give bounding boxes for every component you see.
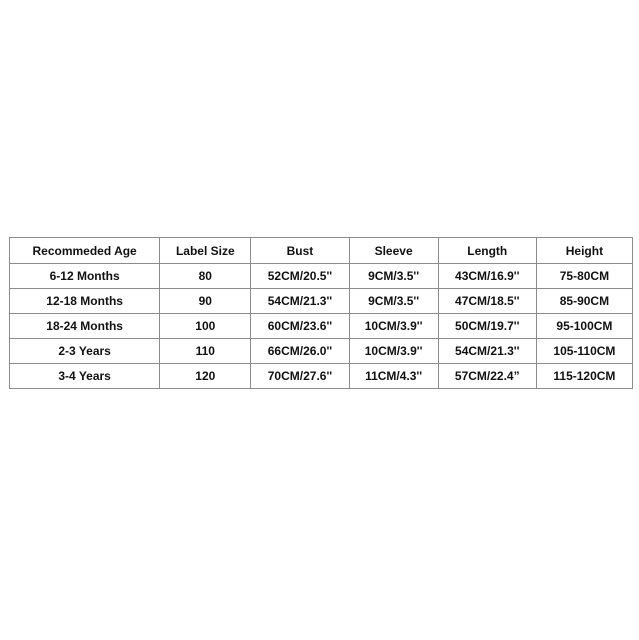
column-header-sleeve: Sleeve <box>349 238 438 264</box>
table-row <box>10 264 633 289</box>
cell-length: 57CM/22.4” <box>438 364 536 389</box>
cell-bust: 52CM/20.5'' <box>251 264 349 289</box>
cell-bust: 66CM/26.0'' <box>251 339 349 364</box>
cell-label-size: 110 <box>160 339 251 364</box>
cell-age: 2-3 Years <box>10 339 160 364</box>
column-header-height: Height <box>536 238 632 264</box>
cell-bust: 54CM/21.3'' <box>251 289 349 314</box>
cell-label-size: 80 <box>160 264 251 289</box>
cell-label-size: 90 <box>160 289 251 314</box>
table-row <box>10 339 633 364</box>
cell-sleeve: 10CM/3.9'' <box>349 314 438 339</box>
table-row <box>10 314 633 339</box>
cell-height: 75-80CM <box>536 264 632 289</box>
cell-bust: 60CM/23.6'' <box>251 314 349 339</box>
table-row <box>10 289 633 314</box>
cell-age: 18-24 Months <box>10 314 160 339</box>
cell-label-size: 100 <box>160 314 251 339</box>
cell-length: 50CM/19.7'' <box>438 314 536 339</box>
cell-length: 47CM/18.5'' <box>438 289 536 314</box>
cell-sleeve: 9CM/3.5'' <box>349 289 438 314</box>
cell-height: 95-100CM <box>536 314 632 339</box>
size-chart-table <box>9 237 633 389</box>
column-header-label-size: Label Size <box>160 238 251 264</box>
table-row <box>10 364 633 389</box>
column-header-length: Length <box>438 238 536 264</box>
cell-length: 43CM/16.9'' <box>438 264 536 289</box>
cell-age: 6-12 Months <box>10 264 160 289</box>
cell-bust: 70CM/27.6'' <box>251 364 349 389</box>
cell-length: 54CM/21.3'' <box>438 339 536 364</box>
table-header-row <box>10 238 633 264</box>
cell-age: 3-4 Years <box>10 364 160 389</box>
cell-sleeve: 10CM/3.9'' <box>349 339 438 364</box>
cell-sleeve: 9CM/3.5'' <box>349 264 438 289</box>
cell-height: 115-120CM <box>536 364 632 389</box>
cell-sleeve: 11CM/4.3'' <box>349 364 438 389</box>
cell-age: 12-18 Months <box>10 289 160 314</box>
column-header-bust: Bust <box>251 238 349 264</box>
cell-label-size: 120 <box>160 364 251 389</box>
cell-height: 105-110CM <box>536 339 632 364</box>
column-header-age: Recommeded Age <box>10 238 160 264</box>
cell-height: 85-90CM <box>536 289 632 314</box>
